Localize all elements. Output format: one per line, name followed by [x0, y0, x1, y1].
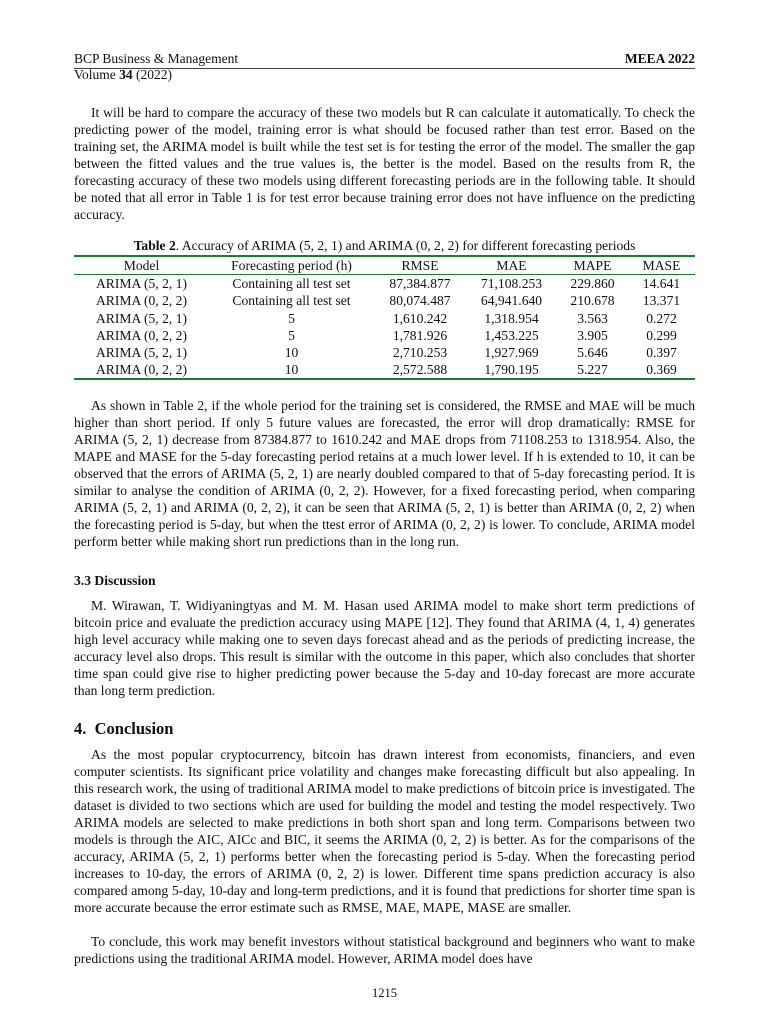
volume-year: (2022) — [132, 67, 173, 82]
cell-rmse: 2,710.253 — [392, 345, 448, 361]
cell-mape: 5.227 — [577, 362, 608, 378]
cell-model: ARIMA (5, 2, 1) — [95, 345, 187, 361]
table-row — [74, 327, 695, 344]
table-row — [74, 361, 695, 379]
paragraph-accuracy-intro: It will be hard to compare the accuracy of these two models but R can calculate it automatically. To check the predicting power of the model, training error is what should be focused rather than test error. Based on the training set, the ARIMA model is built while the test set is for testing the error of the model. The smaller the gap between the fitted values and the true values is, the better is the model. Based on the results from R, the forecasting accuracy of these two models using different forecasting periods are in the following table. It should be noted that all error in Table 1 is for test error because training error does not have influence on the predicting accuracy. — [74, 105, 695, 222]
cell-rmse: 87,384.877 — [389, 276, 451, 292]
paragraph-discussion: M. Wirawan, T. Widiyaningtyas and M. M. Hasan used ARIMA model to make short term predictions of bitcoin price and evaluate the prediction accuracy using MAPE [12]. They found that ARIMA (4, 1, 4) generates high level accuracy while making one to seven days forecast ahead and as the periods of predicting increase, the accuracy level also drops. This result is similar with the outcome in this paper, which also concludes that shorter time span could give rise to higher predicting power because the 5-day and 10-day forecast are more accurate than long term prediction. — [74, 598, 695, 698]
cell-model: ARIMA (0, 2, 2) — [95, 293, 187, 309]
header-mae: MAE — [496, 258, 527, 273]
cell-rmse: 1,610.242 — [392, 310, 448, 326]
subsection-heading: 3.3 Discussion — [74, 573, 156, 588]
cell-mase: 0.397 — [646, 345, 677, 361]
journal-name: BCP Business & Management — [74, 51, 239, 66]
cell-mape: 229.860 — [570, 276, 615, 292]
cell-period: 5 — [288, 310, 295, 326]
section-heading: 4. Conclusion — [74, 719, 174, 738]
cell-model: ARIMA (5, 2, 1) — [95, 310, 187, 326]
cell-period: Containing all test set — [232, 293, 351, 309]
cell-mase: 14.641 — [642, 276, 681, 292]
cell-mae: 71,108.253 — [480, 276, 543, 292]
cell-mape: 3.905 — [577, 327, 608, 343]
cell-mae: 1,927.969 — [484, 345, 539, 361]
page-number: 1215 — [372, 986, 397, 1000]
paragraph-conclusion: As the most popular cryptocurrency, bitcoin has drawn interest from economists, financiers, and even computer scientists. Its significant price volatility and changes make forecasting difficult but also appealing. In this research work, the using of traditional ARIMA model to make predictions of bitcoin price is investigated. The dataset is divided to two sections which are used for building the model and testing the model respectively. Two ARIMA models are selected to make predictions in both short span and long term. Comparisons between two models is through the AIC, AICc and BIC, it seems the ARIMA (0, 2, 2) is better. As for the comparisons of the accuracy, ARIMA (5, 2, 1) performs better when the forecasting period is 5-day. When the forecasting period increases to 10-day, the errors of ARIMA (0, 2, 2) is lower. Different time spans prediction accuracy is also compared among 5-day, 10-day and long-term predictions, and it is found that predictions for shorter time span is more accurate because the error estimate such as RMSE, MAE, MAPE, MASE are smaller. — [74, 747, 695, 915]
volume-number: 34 — [119, 67, 133, 82]
header-rule — [74, 68, 695, 69]
table-header-row — [74, 256, 695, 275]
volume-prefix: Volume — [74, 67, 120, 82]
cell-mase: 0.369 — [646, 362, 677, 378]
cell-period: 10 — [284, 345, 299, 361]
running-header — [74, 51, 695, 83]
header-mape: MAPE — [573, 258, 612, 273]
cell-rmse: 2,572.588 — [392, 362, 448, 378]
cell-mape: 5.646 — [577, 345, 608, 361]
conference-name: MEEA 2022 — [624, 51, 695, 66]
header-model: Model — [123, 258, 160, 273]
cell-model: ARIMA (0, 2, 2) — [95, 327, 187, 343]
paragraph-table-analysis: As shown in Table 2, if the whole period for the training set is considered, the RMSE and MAE will be much higher than short period. If only 5 future values are forecasted, the error will drop dramatically: RMSE for ARIMA (5, 2, 1) decrease from 87384.877 to 1610.242 and MAE drops from 71108.253 to 1318.954. Also, the MAPE and MASE for the 5-day forecasting period retains at a much lower level. If h is extended to 10, it can be observed that the errors of ARIMA (5, 2, 1) are nearly doubled compared to that of 5-day forecasting period. It is similar to analyse the condition of ARIMA (0, 2, 2). However, for a fixed forecasting period, when comparing ARIMA (5, 2, 1) and ARIMA (0, 2, 2), it can be seen that ARIMA (5, 2, 1) is better than ARIMA (0, 2, 2) when the forecasting period is 5-day, but when the ttest error of ARIMA (0, 2, 2) is lower. To conclude, ARIMA model perform better while making short run predictions than in the long run. — [74, 398, 695, 549]
cell-period: 5 — [288, 327, 295, 343]
header-rmse: RMSE — [401, 258, 439, 273]
cell-mae: 1,318.954 — [484, 310, 539, 326]
table-caption — [74, 238, 695, 254]
accuracy-table — [74, 255, 695, 380]
table-row — [74, 275, 695, 293]
table-row — [74, 344, 695, 361]
paragraph-conclusion-2: To conclude, this work may benefit investors without statistical background and beginners who want to make predictions using the traditional ARIMA model. However, ARIMA model does have — [74, 934, 695, 966]
cell-mape: 3.563 — [577, 310, 608, 326]
header-mase: MASE — [642, 258, 681, 273]
cell-mase: 0.272 — [646, 310, 677, 326]
table-row — [74, 310, 695, 327]
volume-info — [74, 67, 695, 83]
cell-mase: 13.371 — [642, 293, 681, 309]
table-caption-label: Table 2 — [133, 238, 176, 253]
table-row — [74, 292, 695, 309]
cell-mase: 0.299 — [646, 327, 677, 343]
cell-mae: 1,453.225 — [484, 327, 539, 343]
header-forecasting-period: Forecasting period (h) — [231, 258, 352, 273]
cell-mae: 64,941.640 — [480, 293, 543, 309]
cell-mape: 210.678 — [570, 293, 615, 309]
cell-model: ARIMA (5, 2, 1) — [95, 276, 187, 292]
table-caption-text: . Accuracy of ARIMA (5, 2, 1) and ARIMA (0, 2, 2) for different forecasting periods — [175, 238, 636, 253]
cell-model: ARIMA (0, 2, 2) — [95, 362, 187, 378]
cell-period: Containing all test set — [232, 276, 351, 292]
cell-mae: 1,790.195 — [484, 362, 539, 378]
cell-rmse: 1,781.926 — [392, 327, 448, 343]
cell-rmse: 80,074.487 — [389, 293, 451, 309]
cell-period: 10 — [284, 362, 299, 378]
